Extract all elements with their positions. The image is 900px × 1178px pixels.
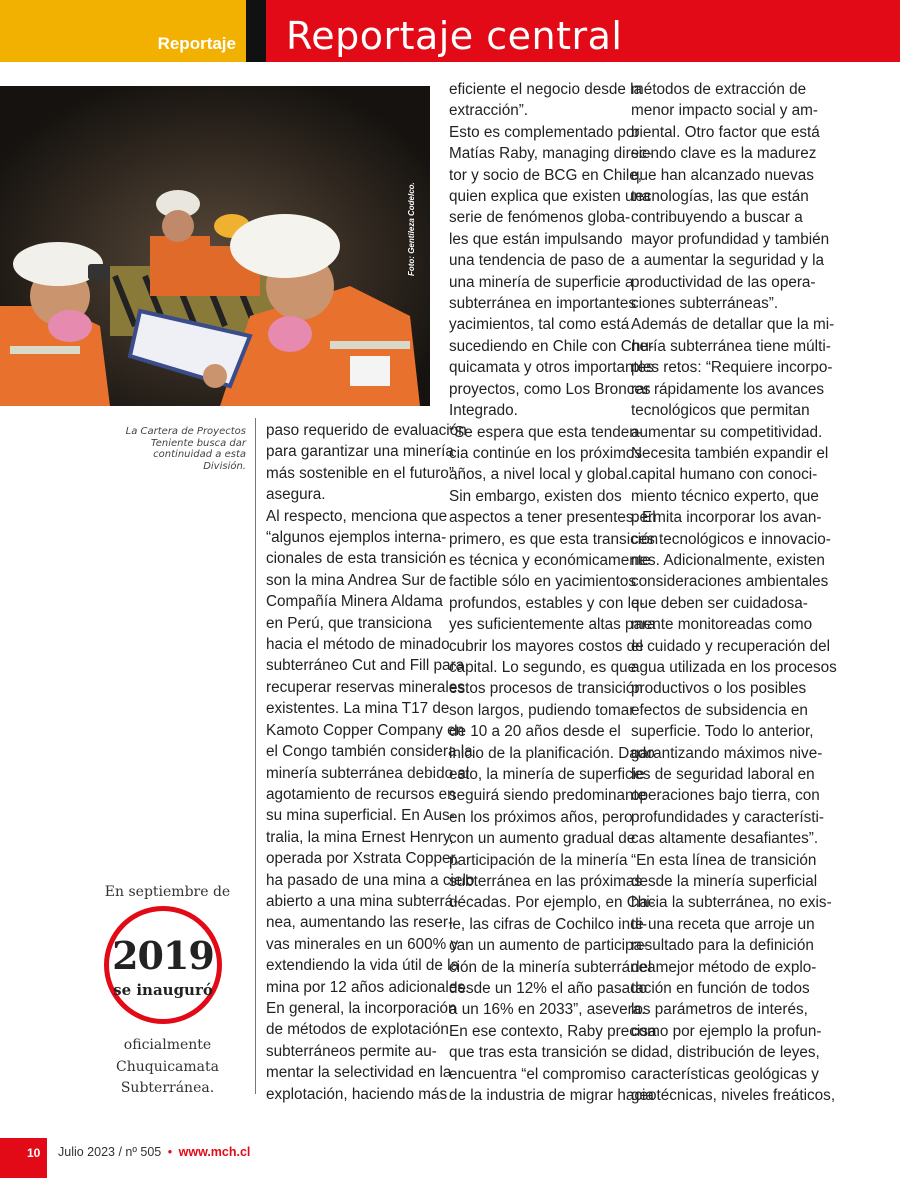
text-line: agua utilizada en los procesos xyxy=(631,658,837,676)
text-line: inicio de la planificación. Dado xyxy=(449,744,655,762)
text-line: menor impacto social y am- xyxy=(631,102,819,120)
page-number: 10 xyxy=(27,1146,41,1160)
section-label: Reportaje xyxy=(157,34,236,53)
text-line: tecnológicos que permitan xyxy=(631,402,810,420)
text-line: operaciones bajo tierra, con xyxy=(631,787,820,805)
text-line: mente monitoreadas como xyxy=(631,616,813,634)
footer-separator: • xyxy=(167,1145,173,1159)
text-line: quien explica que existen una xyxy=(449,188,651,206)
text-line: que deben ser cuidadosa- xyxy=(631,594,808,612)
photo-caption: La Cartera de Proyectos Teniente busca dar continuidad a esta División. xyxy=(125,426,246,472)
text-line: capital humano con conoci- xyxy=(631,466,818,484)
text-line: encuentra “el compromiso xyxy=(449,1065,626,1083)
text-line: eficiente el negocio desde la xyxy=(449,81,643,98)
text-line: tor y socio de BCG en Chile, xyxy=(449,166,642,184)
text-line: ciones subterráneas”. xyxy=(631,295,779,313)
text-line: participación de la minería xyxy=(449,851,628,869)
text-line: en los próximos años, pero xyxy=(449,808,633,826)
text-line: aspectos a tener presentes. El xyxy=(449,509,656,527)
text-line: factible sólo en yacimientos xyxy=(449,573,637,591)
text-line: yacimientos, tal como está xyxy=(449,316,630,334)
text-line: como por ejemplo la profun- xyxy=(631,1022,822,1040)
text-line: capital. Lo segundo, es que xyxy=(449,658,637,676)
text-line: profundidades y característi- xyxy=(631,808,825,826)
text-line: cia continúe en los próximos xyxy=(449,444,643,462)
text-line: nes. Adicionalmente, existen xyxy=(631,551,825,569)
text-line: ción de la minería subterránea xyxy=(449,958,656,976)
text-line: didad, distribución de leyes, xyxy=(631,1044,820,1062)
text-line: recuperar reservas minerales xyxy=(266,678,465,696)
text-line: serie de fenómenos globa- xyxy=(449,209,631,227)
text-column-2 xyxy=(449,79,659,1107)
text-line: “En esta línea de transición xyxy=(631,851,817,869)
pull-quote-subtitle: se inauguró xyxy=(113,981,213,999)
text-line: quicamata y otros importantes xyxy=(449,359,654,377)
text-line: Esto es complementado por xyxy=(449,123,640,141)
text-line: superficie. Todo lo anterior, xyxy=(631,723,814,741)
text-line: ha pasado de una mina a cielo xyxy=(266,871,475,889)
mining-photo xyxy=(0,86,430,406)
text-line: asegura. xyxy=(266,486,326,504)
text-line: ples retos: “Requiere incorpo- xyxy=(631,359,833,377)
text-line: que tras esta transición se xyxy=(449,1044,628,1062)
text-line: características geológicas y xyxy=(631,1065,819,1083)
text-line: esto, la minería de superficie xyxy=(449,766,645,783)
text-line: biental. Otro factor que está xyxy=(631,123,820,141)
text-line: desde un 12% el año pasado xyxy=(449,980,648,998)
text-line: subterráneos permite au- xyxy=(266,1042,437,1060)
text-line: “Se espera que esta tenden- xyxy=(449,423,643,441)
text-line: más sostenible en el futuro”, xyxy=(266,464,459,482)
text-line: son largos, pudiendo tomar xyxy=(449,701,635,719)
text-line: con un aumento gradual de xyxy=(449,830,636,848)
text-line: Matías Raby, managing direc- xyxy=(449,145,652,163)
text-line: agotamiento de recursos en xyxy=(266,785,456,803)
pull-quote-line: oficialmente xyxy=(123,1037,212,1053)
text-line: de la industria de migrar hacia xyxy=(449,1087,654,1105)
text-line: operada por Xstrata Copper, xyxy=(266,850,460,868)
text-line: subterránea en importantes xyxy=(449,295,637,313)
text-line: que han alcanzado nuevas xyxy=(631,166,814,184)
text-line: proyectos, como Los Bronces xyxy=(449,380,651,398)
text-line: subterráneo Cut and Fill para xyxy=(266,657,465,675)
text-line: mentar la selectividad en la xyxy=(266,1064,452,1082)
text-line: te una receta que arroje un xyxy=(631,915,815,933)
text-line: garantizando máximos nive- xyxy=(631,744,823,762)
text-column-3 xyxy=(631,79,837,1107)
text-line: tación en función de todos xyxy=(631,980,810,998)
footer xyxy=(58,1145,250,1159)
column-divider xyxy=(255,418,256,1094)
text-line: seguirá siendo predominante xyxy=(449,787,647,805)
text-line: sucediendo en Chile con Chu- xyxy=(449,337,654,355)
text-line: abierto a una mina subterrá- xyxy=(266,892,459,910)
text-line: consideraciones ambientales xyxy=(631,573,829,591)
text-line: vas minerales en un 600% y xyxy=(266,935,459,953)
text-line: le, las cifras de Cochilco indi- xyxy=(449,915,648,933)
text-line: permita incorporar los avan- xyxy=(631,509,822,527)
text-line: hacia el método de minado xyxy=(266,636,450,654)
section-label-bar xyxy=(0,0,246,62)
text-line: primero, es que esta transición xyxy=(449,530,659,548)
text-line: Además de detallar que la mi- xyxy=(631,316,835,334)
text-line: a un 16% en 2033”, asevera. xyxy=(449,1001,646,1019)
issue-info: Julio 2023 / nº 505 xyxy=(58,1145,162,1159)
text-line: les que están impulsando xyxy=(449,230,623,248)
text-line: hacia la subterránea, no exis- xyxy=(631,894,832,912)
pull-quote-year: 2019 xyxy=(112,933,214,978)
text-column-1 xyxy=(266,420,475,1105)
text-line: siendo clave es la madurez xyxy=(631,145,817,163)
text-line: productividad de las opera- xyxy=(631,273,816,291)
text-line: minería subterránea debido al xyxy=(266,764,470,782)
text-line: mina por 12 años adicionales. xyxy=(266,978,470,996)
text-line: geotécnicas, niveles freáticos, xyxy=(631,1087,836,1105)
title-bar xyxy=(266,0,900,62)
text-line: profundos, estables y con le- xyxy=(449,594,645,612)
text-line: tecnologías, las que están xyxy=(631,188,809,206)
text-line: cas altamente desafiantes”. xyxy=(631,830,819,848)
text-line: miento técnico experto, que xyxy=(631,487,819,505)
text-line: ces tecnológicos e innovacio- xyxy=(631,530,831,548)
text-line: productivos o los posibles xyxy=(631,680,807,698)
miners-illustration xyxy=(0,86,430,406)
text-line: son la mina Andrea Sur de xyxy=(266,571,447,589)
text-line: les de seguridad laboral en xyxy=(631,766,815,783)
pull-quote-tail xyxy=(100,1035,235,1100)
text-line: rar rápidamente los avances xyxy=(631,380,825,398)
text-line: extendiendo la vida útil de la xyxy=(266,957,460,975)
text-line: una minería de superficie a xyxy=(449,273,634,291)
text-line: de métodos de explotación xyxy=(266,1021,449,1039)
text-line: En ese contexto, Raby precisa xyxy=(449,1022,657,1040)
text-line: nería subterránea tiene múlti- xyxy=(631,337,831,355)
pull-quote-line: Subterránea. xyxy=(120,1080,215,1096)
text-line: efectos de subsidencia en xyxy=(631,701,808,719)
text-line: una tendencia de paso de xyxy=(449,252,626,270)
photo-credit: Foto: Gentileza Codelco. xyxy=(407,182,416,276)
pull-quote-lead: En septiembre de xyxy=(104,884,231,900)
text-line: a aumentar la seguridad y la xyxy=(631,252,825,270)
year-circle xyxy=(104,906,222,1024)
text-line: aumentar su competitividad. xyxy=(631,423,823,441)
text-line: resultado para la definición xyxy=(631,937,814,955)
text-line: en Perú, que transiciona xyxy=(266,614,432,632)
text-line: tralia, la mina Ernest Henry, xyxy=(266,828,454,846)
text-line: de 10 a 20 años desde el xyxy=(449,723,621,741)
text-line: es técnica y económicamente xyxy=(449,551,651,569)
page-number-box xyxy=(0,1138,47,1178)
text-line: Compañía Minera Aldama xyxy=(266,593,443,611)
text-line: Sin embargo, existen dos xyxy=(449,487,622,505)
text-line: cionales de esta transición xyxy=(266,550,447,568)
text-line: paso requerido de evaluación xyxy=(266,422,467,439)
text-line: Kamoto Copper Company en xyxy=(266,721,465,739)
text-line: subterránea en las próximas xyxy=(449,873,643,891)
text-line: estos procesos de transición xyxy=(449,680,643,698)
text-line: yes suficientemente altas para xyxy=(449,616,656,634)
text-line: el cuidado y recuperación del xyxy=(631,637,830,655)
text-line: cubrir los mayores costos de xyxy=(449,637,644,655)
text-line: los parámetros de interés, xyxy=(631,1001,808,1019)
text-line: mayor profundidad y también xyxy=(631,230,830,248)
text-line: can un aumento de participa- xyxy=(449,937,648,955)
header-divider xyxy=(246,0,266,62)
text-line: desde la minería superficial xyxy=(631,873,818,891)
text-line: explotación, haciendo más xyxy=(266,1085,448,1103)
page-title: Reportaje central xyxy=(286,14,623,58)
text-line: el Congo también considera la xyxy=(266,743,473,761)
text-line: nea, aumentando las reser- xyxy=(266,914,454,932)
text-line: existentes. La mina T17 de xyxy=(266,700,450,718)
text-line: décadas. Por ejemplo, en Chi- xyxy=(449,894,655,912)
website-link[interactable]: www.mch.cl xyxy=(178,1145,251,1159)
text-line: su mina superficial. En Aus- xyxy=(266,807,455,825)
text-line: años, a nivel local y global. xyxy=(449,466,632,484)
text-line: “algunos ejemplos interna- xyxy=(266,529,447,547)
text-line: En general, la incorporación xyxy=(266,999,457,1017)
pull-quote-line: Chuquicamata xyxy=(116,1058,219,1075)
text-line: extracción”. xyxy=(449,102,529,120)
text-line: Al respecto, menciona que xyxy=(266,507,448,525)
text-line: Necesita también expandir el xyxy=(631,444,829,462)
text-line: contribuyendo a buscar a xyxy=(631,209,803,227)
text-line: para garantizar una minería xyxy=(266,443,454,461)
text-line: Integrado. xyxy=(449,402,518,420)
text-line: del mejor método de explo- xyxy=(631,958,817,976)
text-line: métodos de extracción de xyxy=(631,81,807,98)
